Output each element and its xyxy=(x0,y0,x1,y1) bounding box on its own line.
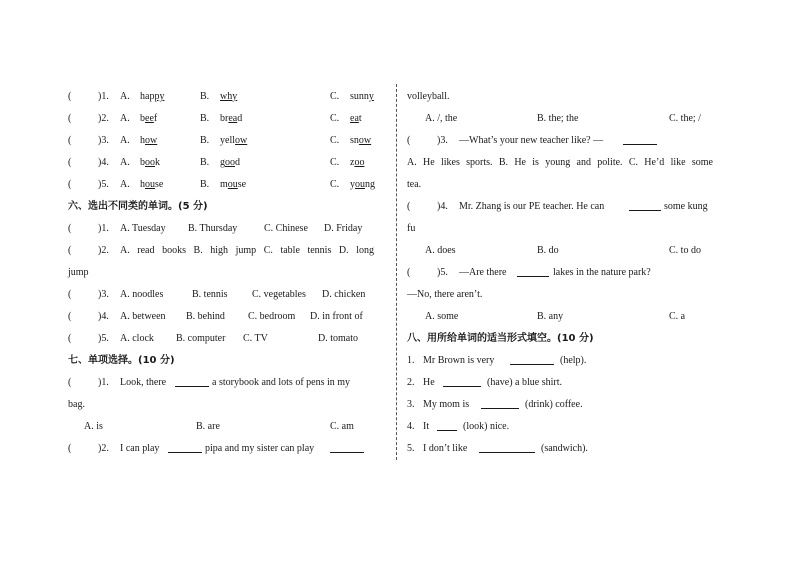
answer-blank[interactable] xyxy=(437,420,457,436)
question-text: Look, there xyxy=(120,377,167,388)
question-number: )5. xyxy=(98,179,109,190)
choice-question-4 xyxy=(407,200,713,214)
odd-one-out-question-2-cont: jump xyxy=(68,267,89,278)
option-c: C. am xyxy=(330,421,354,432)
choice-question-3-cont: tea. xyxy=(407,179,422,190)
choice-question-1-options xyxy=(68,420,380,434)
phonics-question-4 xyxy=(68,156,380,170)
question-text: —What’s your new teacher like? — xyxy=(459,135,604,146)
fill-question-4 xyxy=(407,420,713,434)
answer-blank[interactable] xyxy=(517,266,549,282)
option-letter: C. xyxy=(330,157,340,168)
option-a: A. between xyxy=(120,311,166,322)
choice-question-1 xyxy=(68,376,380,390)
choice-question-2-options xyxy=(407,112,713,126)
option-letter: B. xyxy=(200,113,210,124)
option-d: D. chicken xyxy=(322,289,366,300)
odd-one-out-question-4 xyxy=(68,310,380,324)
answer-paren[interactable]: ( xyxy=(407,135,411,146)
option-b: bread xyxy=(220,113,243,124)
fill-question-5 xyxy=(407,442,713,456)
option-a: beef xyxy=(140,113,158,124)
option-a: book xyxy=(140,157,160,168)
option-letter: C. xyxy=(330,113,340,124)
option-letter: A. xyxy=(120,179,130,190)
answer-paren[interactable]: ( xyxy=(68,179,72,190)
option-d: D. Friday xyxy=(324,223,363,234)
option-b: yellow xyxy=(220,135,248,146)
question-text: a storybook and lots of pens in my xyxy=(212,377,351,388)
fill-question-2 xyxy=(407,376,713,390)
option-b: B. computer xyxy=(176,333,226,344)
question-options: A. read books B. high jump C. table tennis D. long xyxy=(120,245,374,256)
question-number: 1. xyxy=(407,355,415,366)
option-letter: A. xyxy=(120,135,130,146)
option-c: C. TV xyxy=(243,333,268,344)
answer-blank[interactable] xyxy=(481,398,519,414)
phonics-question-2 xyxy=(68,112,380,126)
section-8-title: 八、用所给单词的适当形式填空。(10 分) xyxy=(407,333,594,344)
fill-question-3 xyxy=(407,398,713,412)
answer-paren[interactable]: ( xyxy=(68,245,72,256)
option-letter: A. xyxy=(120,91,130,102)
option-a: A. /, the xyxy=(425,113,458,124)
question-number: )5. xyxy=(437,267,448,278)
option-c: sunny xyxy=(350,91,374,102)
option-letter: B. xyxy=(200,157,210,168)
question-text: Mr Brown is very xyxy=(423,355,495,366)
option-a: house xyxy=(140,179,164,190)
hint-word: (drink) coffee. xyxy=(525,399,583,410)
option-b: why xyxy=(220,91,238,102)
answer-paren[interactable]: ( xyxy=(68,113,72,124)
option-letter: A. xyxy=(120,113,130,124)
choice-question-2 xyxy=(68,442,380,456)
option-b: B. the; the xyxy=(537,113,579,124)
option-letter: C. xyxy=(330,91,340,102)
choice-question-3-options xyxy=(407,156,713,170)
answer-paren[interactable]: ( xyxy=(68,157,72,168)
choice-question-4-cont: fu xyxy=(407,223,416,234)
question-number: 3. xyxy=(407,399,415,410)
answer-blank[interactable] xyxy=(479,442,535,458)
answer-paren[interactable]: ( xyxy=(68,223,72,234)
option-a: happy xyxy=(140,91,165,102)
answer-paren[interactable]: ( xyxy=(407,267,411,278)
option-c: C. vegetables xyxy=(252,289,306,300)
question-text: —Are there xyxy=(459,267,507,278)
answer-blank[interactable] xyxy=(168,442,202,458)
answer-paren[interactable]: ( xyxy=(68,91,72,102)
odd-one-out-question-5 xyxy=(68,332,380,346)
question-text: some kung xyxy=(664,201,708,212)
column-divider xyxy=(396,84,397,460)
odd-one-out-question-1 xyxy=(68,222,380,236)
option-c: eat xyxy=(350,113,362,124)
option-c: C. Chinese xyxy=(264,223,308,234)
question-text: It xyxy=(423,421,430,432)
question-text: I can play xyxy=(120,443,160,454)
question-number: )4. xyxy=(437,201,448,212)
question-number: )2. xyxy=(98,113,109,124)
answer-paren[interactable]: ( xyxy=(68,443,72,454)
question-options: A. He likes sports. B. He is young and polite. C. He’d like some xyxy=(407,157,713,168)
question-text: I don’t like xyxy=(423,443,468,454)
option-b: B. behind xyxy=(186,311,225,322)
hint-word: (help). xyxy=(560,355,587,366)
answer-blank[interactable] xyxy=(443,376,481,392)
option-b: B. any xyxy=(537,311,564,322)
option-letter: C. xyxy=(330,179,340,190)
choice-question-4-options xyxy=(407,244,713,258)
option-c: zoo xyxy=(350,157,365,168)
option-letter: B. xyxy=(200,135,210,146)
question-number: )1. xyxy=(98,91,109,102)
question-number: )1. xyxy=(98,377,109,388)
choice-question-3 xyxy=(407,134,713,148)
question-number: )5. xyxy=(98,333,109,344)
question-number: )1. xyxy=(98,223,109,234)
section-7-title: 七、单项选择。(10 分) xyxy=(68,355,175,366)
option-d: D. tomato xyxy=(318,333,358,344)
question-text: pipa and my sister can play xyxy=(205,443,315,454)
option-a: A. does xyxy=(425,245,456,256)
option-a: A. clock xyxy=(120,333,154,344)
phonics-question-5 xyxy=(68,178,380,192)
option-c: young xyxy=(350,179,375,190)
option-letter: A. xyxy=(120,157,130,168)
question-number: )2. xyxy=(98,245,109,256)
option-a: A. is xyxy=(84,421,103,432)
answer-blank[interactable] xyxy=(330,442,364,458)
option-b: B. are xyxy=(196,421,220,432)
hint-word: (look) nice. xyxy=(463,421,510,432)
question-number: )4. xyxy=(98,157,109,168)
option-a: A. some xyxy=(425,311,459,322)
option-b: mouse xyxy=(220,179,247,190)
choice-question-5-options xyxy=(407,310,713,324)
option-letter: C. xyxy=(330,135,340,146)
option-b: B. do xyxy=(537,245,559,256)
answer-blank[interactable] xyxy=(629,200,661,216)
option-letter: B. xyxy=(200,179,210,190)
question-number: )3. xyxy=(437,135,448,146)
answer-blank[interactable] xyxy=(175,376,209,392)
question-number: )3. xyxy=(98,135,109,146)
hint-word: (have) a blue shirt. xyxy=(487,377,562,388)
option-c: C. the; / xyxy=(669,113,701,124)
option-d: D. in front of xyxy=(310,311,363,322)
option-b: B. tennis xyxy=(192,289,228,300)
option-c: snow xyxy=(350,135,372,146)
odd-one-out-question-2 xyxy=(68,244,380,258)
answer-blank[interactable] xyxy=(623,134,657,150)
question-number: )4. xyxy=(98,311,109,322)
hint-word: (sandwich). xyxy=(541,443,588,454)
option-c: C. bedroom xyxy=(248,311,296,322)
answer-paren[interactable]: ( xyxy=(68,311,72,322)
odd-one-out-question-3 xyxy=(68,288,380,302)
question-number: 2. xyxy=(407,377,415,388)
question-number: )3. xyxy=(98,289,109,300)
option-letter: B. xyxy=(200,91,210,102)
question-text: My mom is xyxy=(423,399,470,410)
choice-question-5 xyxy=(407,266,713,280)
question-text: lakes in the nature park? xyxy=(553,267,651,278)
question-number: 4. xyxy=(407,421,415,432)
answer-paren[interactable]: ( xyxy=(68,377,72,388)
option-a: how xyxy=(140,135,158,146)
phonics-question-1 xyxy=(68,90,380,104)
answer-paren[interactable]: ( xyxy=(68,135,72,146)
phonics-question-3 xyxy=(68,134,380,148)
choice-question-5-cont: —No, there aren’t. xyxy=(407,289,483,300)
fill-question-1 xyxy=(407,354,713,368)
answer-paren[interactable]: ( xyxy=(68,333,72,344)
question-number: )2. xyxy=(98,443,109,454)
option-a: A. noodles xyxy=(120,289,164,300)
section-6-title: 六、选出不同类的单词。(5 分) xyxy=(68,201,208,212)
option-b: B. Thursday xyxy=(188,223,238,234)
question-text: He xyxy=(423,377,435,388)
choice-question-2-cont: volleyball. xyxy=(407,91,450,102)
answer-blank[interactable] xyxy=(510,354,554,370)
answer-paren[interactable]: ( xyxy=(68,289,72,300)
question-text: Mr. Zhang is our PE teacher. He can xyxy=(459,201,605,212)
option-c: C. a xyxy=(669,311,686,322)
question-number: 5. xyxy=(407,443,415,454)
option-c: C. to do xyxy=(669,245,701,256)
answer-paren[interactable]: ( xyxy=(407,201,411,212)
option-b: good xyxy=(220,157,240,168)
choice-question-1-cont: bag. xyxy=(68,399,85,410)
option-a: A. Tuesday xyxy=(120,223,166,234)
